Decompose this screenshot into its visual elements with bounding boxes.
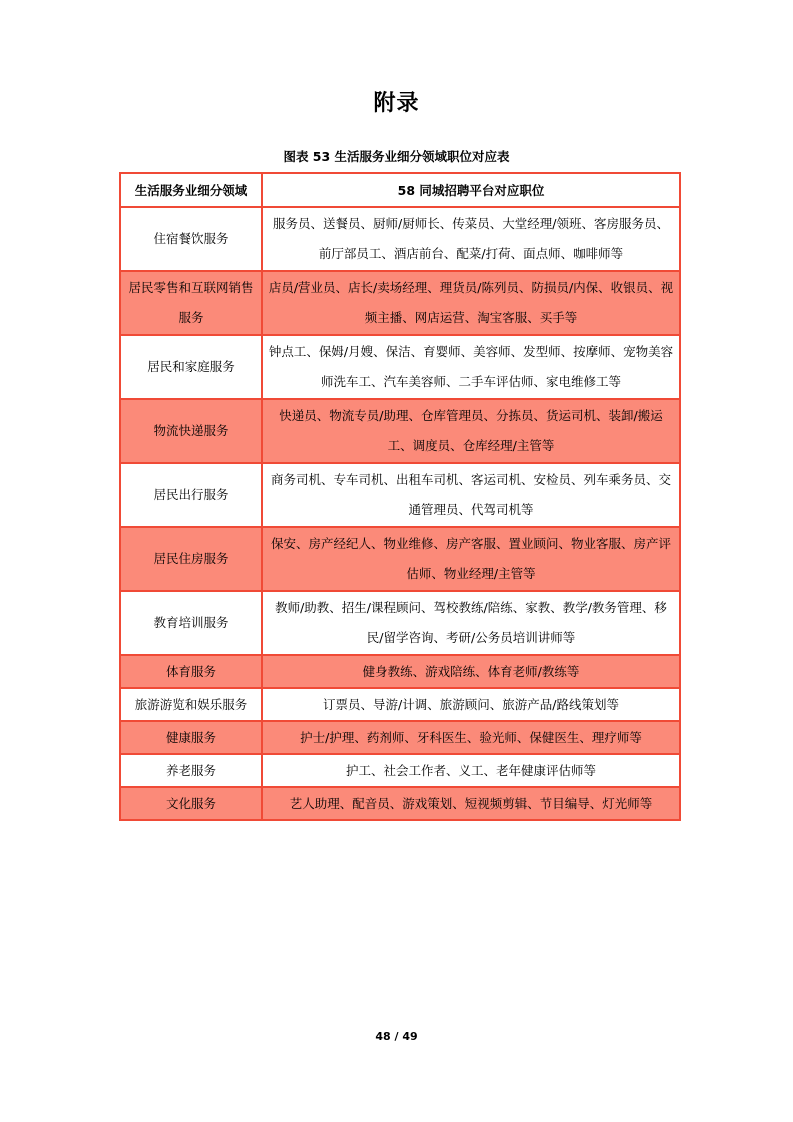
table-row bbox=[120, 721, 680, 754]
positions-cell: 店员/营业员、店长/卖场经理、理货员/陈列员、防损员/内保、收银员、视频主播、网店运营、淘宝客服、买手等 bbox=[262, 271, 680, 335]
positions-cell: 钟点工、保姆/月嫂、保洁、育婴师、美容师、发型师、按摩师、宠物美容师洗车工、汽车美容师、二手车评估师、家电维修工等 bbox=[262, 335, 680, 399]
positions-cell: 健身教练、游戏陪练、体育老师/教练等 bbox=[262, 655, 680, 688]
domain-cell: 教育培训服务 bbox=[120, 591, 262, 655]
header-positions: 58 同城招聘平台对应职位 bbox=[262, 173, 680, 207]
positions-cell: 订票员、导游/计调、旅游顾问、旅游产品/路线策划等 bbox=[262, 688, 680, 721]
positions-cell: 保安、房产经纪人、物业维修、房产客服、置业顾问、物业客服、房产评估师、物业经理/主管等 bbox=[262, 527, 680, 591]
table-header-row bbox=[120, 173, 680, 207]
table-row bbox=[120, 655, 680, 688]
table-row bbox=[120, 754, 680, 787]
domain-cell: 健康服务 bbox=[120, 721, 262, 754]
positions-cell: 商务司机、专车司机、出租车司机、客运司机、安检员、列车乘务员、交通管理员、代驾司机等 bbox=[262, 463, 680, 527]
table-row bbox=[120, 399, 680, 463]
table-row bbox=[120, 335, 680, 399]
page-number: 48 / 49 bbox=[375, 1030, 418, 1043]
positions-cell: 护士/护理、药剂师、牙科医生、验光师、保健医生、理疗师等 bbox=[262, 721, 680, 754]
domain-cell: 文化服务 bbox=[120, 787, 262, 820]
table-row bbox=[120, 207, 680, 271]
job-mapping-table bbox=[119, 172, 681, 821]
positions-cell: 护工、社会工作者、义工、老年健康评估师等 bbox=[262, 754, 680, 787]
domain-cell: 物流快递服务 bbox=[120, 399, 262, 463]
positions-cell: 艺人助理、配音员、游戏策划、短视频剪辑、节目编导、灯光师等 bbox=[262, 787, 680, 820]
domain-cell: 居民和家庭服务 bbox=[120, 335, 262, 399]
header-domain: 生活服务业细分领域 bbox=[120, 173, 262, 207]
domain-cell: 居民零售和互联网销售服务 bbox=[120, 271, 262, 335]
table-row bbox=[120, 591, 680, 655]
domain-cell: 体育服务 bbox=[120, 655, 262, 688]
table-row bbox=[120, 688, 680, 721]
table-row bbox=[120, 271, 680, 335]
page-title: 附录 bbox=[373, 91, 420, 116]
positions-cell: 教师/助教、招生/课程顾问、驾校教练/陪练、家教、教学/教务管理、移民/留学咨询、考研/公务员培训讲师等 bbox=[262, 591, 680, 655]
positions-cell: 服务员、送餐员、厨师/厨师长、传菜员、大堂经理/领班、客房服务员、前厅部员工、酒店前台、配菜/打荷、面点师、咖啡师等 bbox=[262, 207, 680, 271]
domain-cell: 居民出行服务 bbox=[120, 463, 262, 527]
positions-cell: 快递员、物流专员/助理、仓库管理员、分拣员、货运司机、装卸/搬运工、调度员、仓库经理/主管等 bbox=[262, 399, 680, 463]
table-row bbox=[120, 527, 680, 591]
table-row bbox=[120, 463, 680, 527]
domain-cell: 养老服务 bbox=[120, 754, 262, 787]
table-row bbox=[120, 787, 680, 820]
table-caption: 图表 53 生活服务业细分领域职位对应表 bbox=[283, 149, 510, 164]
domain-cell: 居民住房服务 bbox=[120, 527, 262, 591]
domain-cell: 住宿餐饮服务 bbox=[120, 207, 262, 271]
domain-cell: 旅游游览和娱乐服务 bbox=[120, 688, 262, 721]
